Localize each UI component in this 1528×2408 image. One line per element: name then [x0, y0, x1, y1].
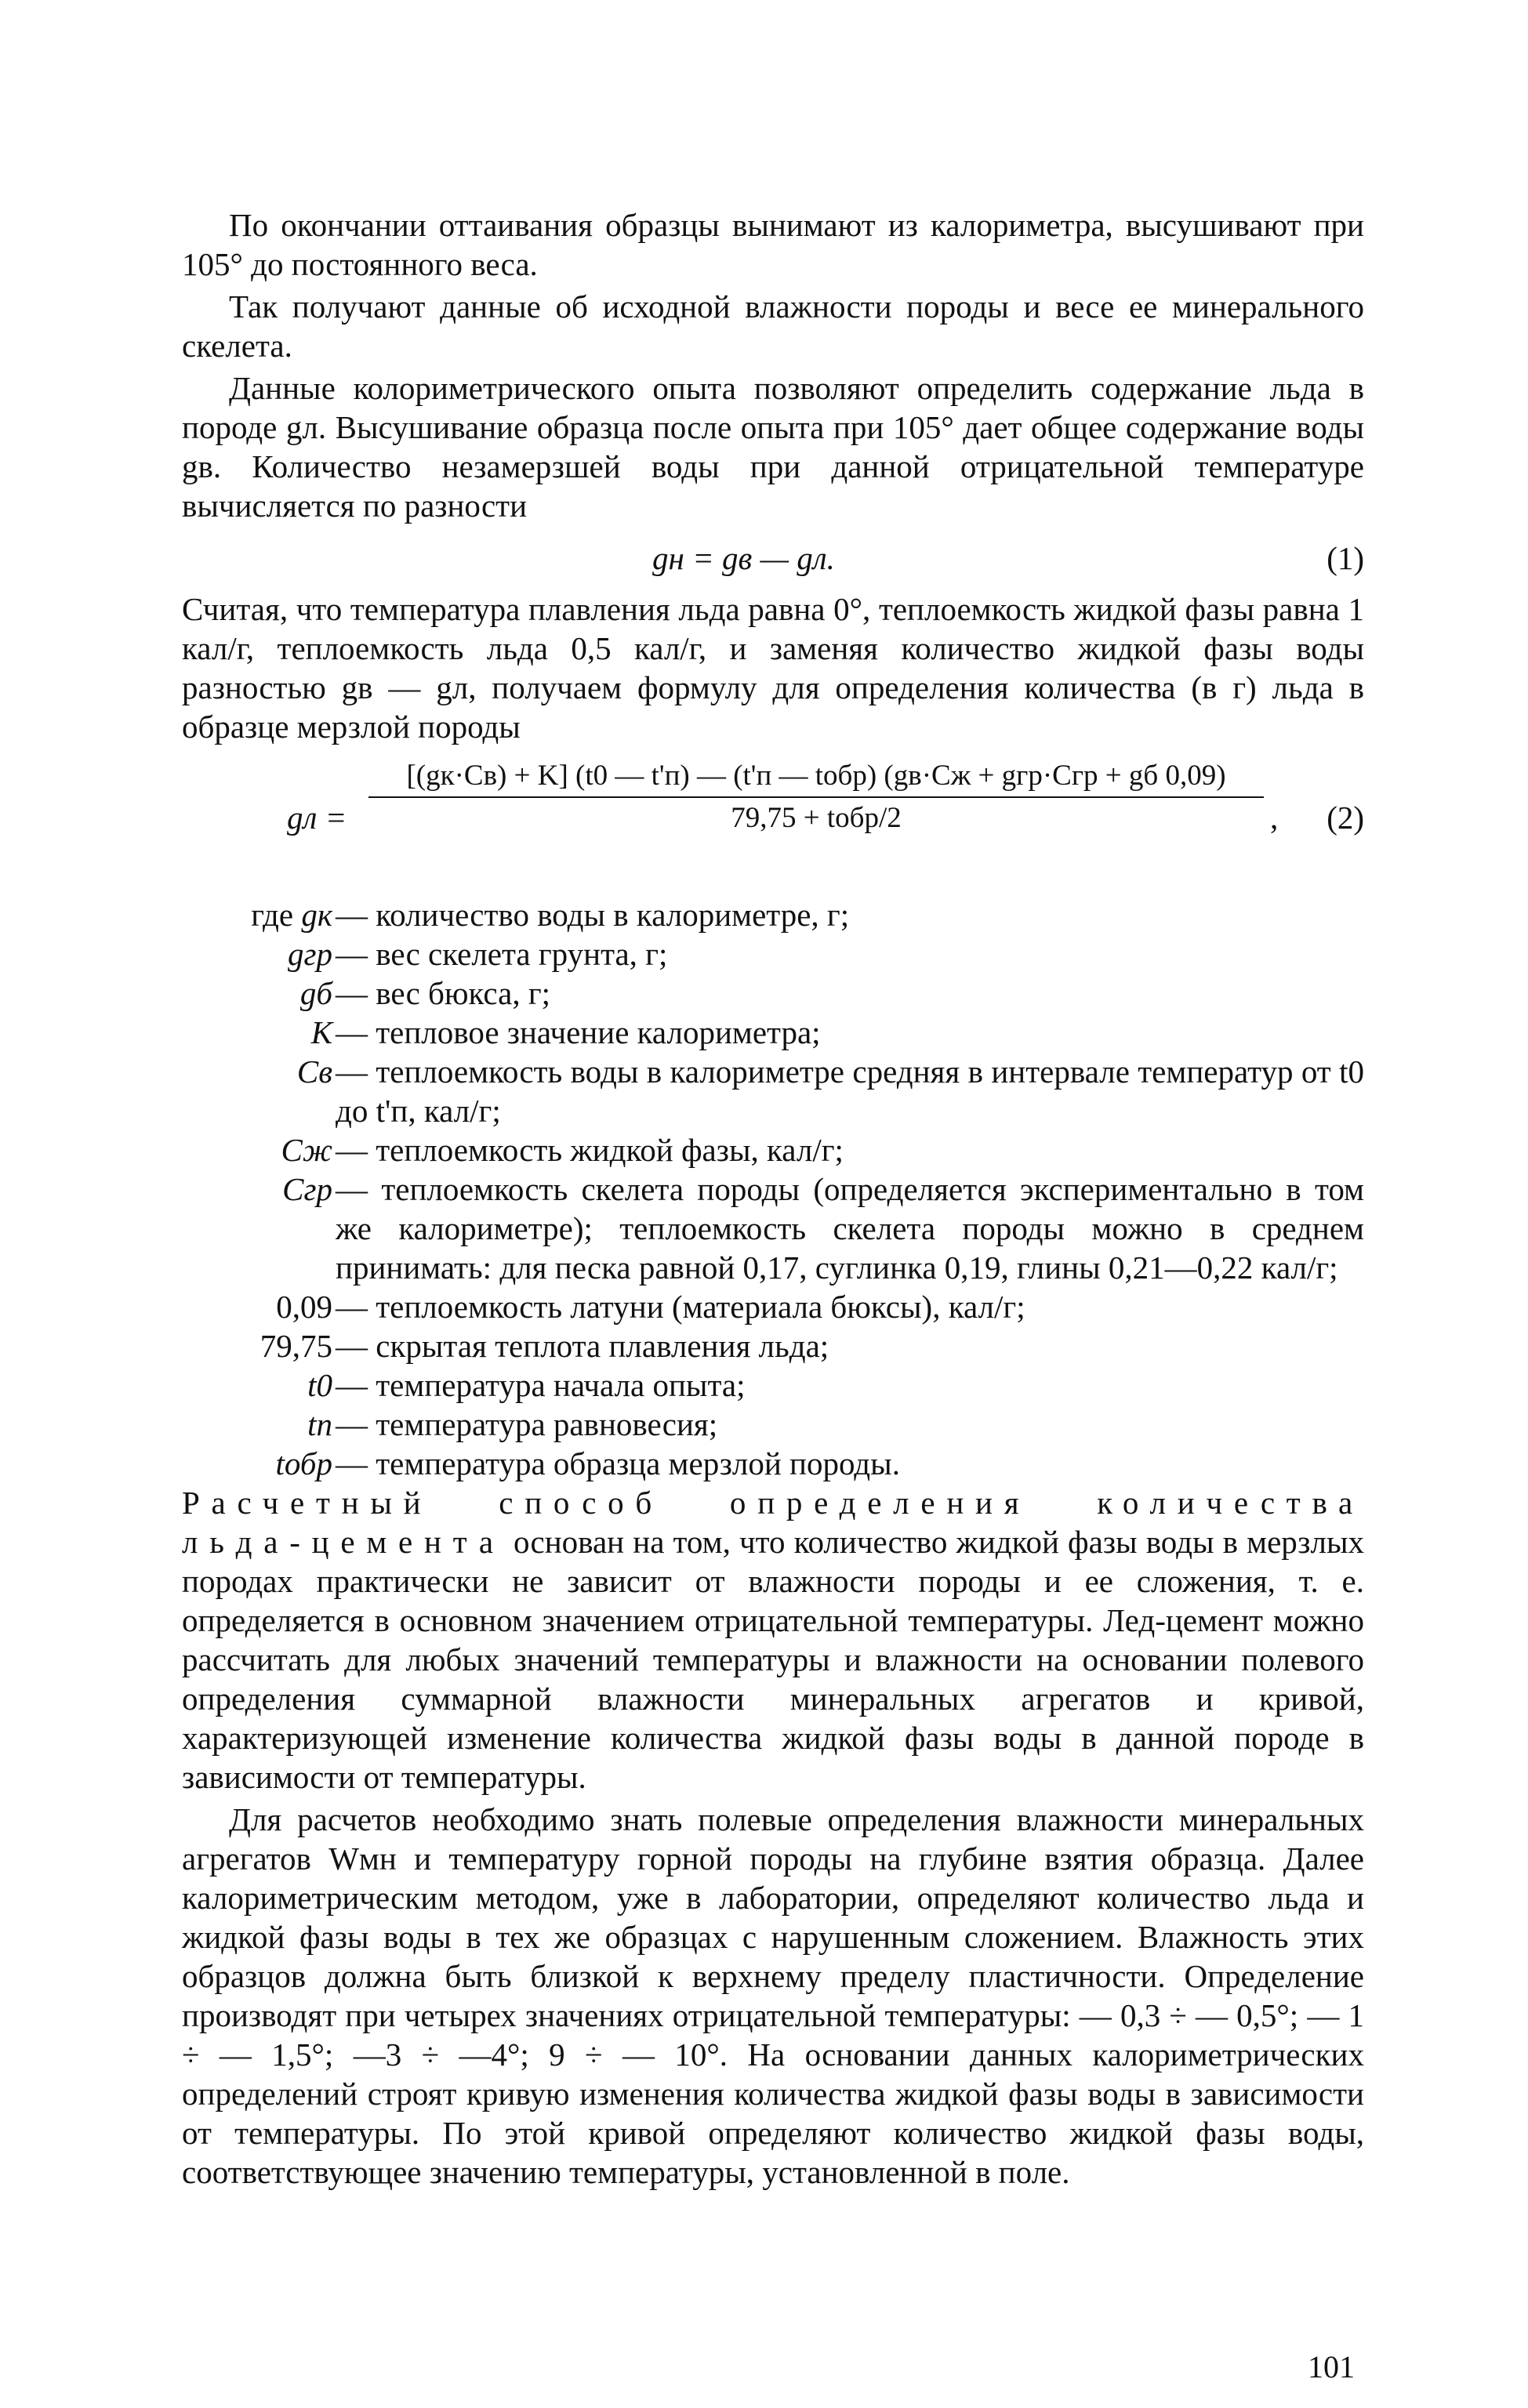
spaced-heading-text: Расчетный способ определения количества льда-цемента [182, 1485, 1364, 1560]
legend-symbol: Cв [296, 1054, 332, 1090]
legend-row [182, 1052, 1364, 1130]
legend-symbol: 79,75 [260, 1328, 332, 1364]
formula-2-numerator: [(gк·Cв) + K] (t0 — t'п) — (t'п — tобр) (gв·Cж + gгр·Cгр + gб 0,09) [406, 760, 1226, 792]
formula-2 [182, 757, 1364, 875]
document-page [182, 205, 1364, 2192]
variable-legend [182, 895, 1364, 1483]
formula-1-expression: gн = gв — gл. [652, 540, 835, 576]
paragraph-3: Данные колориметрического опыта позволяют определить содержание льда в породе gл. Высушивание образца после опыта при 105° дает общее содержание воды gв. Количество незамерзшей воды при данной отрицательной температуре вычисляется по разности [182, 370, 1364, 524]
legend-symbol: К [310, 1014, 332, 1050]
paragraph-6: Для расчетов необходимо знать полевые определения влажности минеральных агрегатов Wмн и температуру горной породы на глубине взятия образца. Далее калориметрическим методом, уже в лаборатории, определяют количество льда и жидкой фазы воды в тех же образцах с нарушенным сложением. Влажность этих образцов должна быть близкой к верхнему пределу пластичности. Определение производят при четырех значениях отрицательной температуры: — 0,3 ÷ — 0,5°; — 1 ÷ — 1,5°; —3 ÷ —4°; 9 ÷ — 10°. На основании данных калориметрических определений строят кривую изменения количества жидкой фазы воды в зависимости от температуры. По этой кривой определяют количество жидкой фазы воды, соответствующее значению температуры, установленной в поле. [182, 1801, 1364, 2190]
legend-symbol: tп [307, 1406, 332, 1442]
legend-intro: где [251, 897, 294, 933]
legend-row [182, 934, 1364, 974]
legend-symbol: gб [299, 975, 332, 1011]
legend-symbol: tобр [275, 1445, 332, 1481]
paragraph-1: По окончании оттаивания образцы вынимают из калориметра, высушивают при 105° до постоянного веса. [182, 207, 1364, 282]
formula-2-denominator: 79,75 + tобр/2 [731, 802, 902, 834]
legend-symbol: gгр [288, 936, 332, 972]
legend-description: — вес скелета грунта, г; [336, 936, 668, 972]
legend-row [182, 1405, 1364, 1444]
fraction-bar [368, 796, 1264, 798]
legend-row [182, 974, 1364, 1013]
legend-description: — теплоемкость воды в калориметре средняя в интервале температур от t0 до t'п, кал/г; [336, 1054, 1364, 1129]
legend-description: — температура равновесия; [336, 1406, 718, 1442]
paragraph-5-text: основан на том, что количество жидкой фазы воды в мерзлых породах практически не зависит от влажности породы и ее сложения, т. е. определяется в основном значением отрицательной температуры. Лед-цемент можно рассчитать для любых значений температуры и влажности на основании полевого определения суммарной влажности минеральных агрегатов и кривой, характеризующей изменение количества жидкой фазы воды в данной породе в зависимости от температуры. [182, 1524, 1365, 1795]
legend-symbol [182, 895, 332, 934]
paragraph-2: Так получают данные об исходной влажности породы и весе ее минерального скелета. [182, 288, 1364, 364]
legend-description: — теплоемкость жидкой фазы, кал/г; [336, 1132, 844, 1168]
legend-row [182, 1326, 1364, 1365]
formula-2-comma: , [1270, 800, 1279, 836]
formula-1-number: (1) [1327, 540, 1364, 576]
legend-description: — температура начала опыта; [336, 1367, 746, 1403]
paragraph-4: Считая, что температура плавления льда равна 0°, теплоемкость жидкой фазы равна 1 кал/г, теплоемкость льда 0,5 кал/г, и заменяя количество жидкой фазы воды разностью gв — gл, получаем формулу для определения количества (в г) льда в образце мерзлой породы [182, 591, 1364, 745]
legend-symbol: Cж [281, 1132, 332, 1168]
legend-description: — температура образца мерзлой породы. [336, 1445, 900, 1481]
legend-description: — вес бюкса, г; [336, 975, 551, 1011]
formula-2-lhs: gл = [287, 800, 347, 836]
legend-description: — тепловое значение калориметра; [336, 1014, 821, 1050]
legend-row [182, 1013, 1364, 1052]
formula-2-number: (2) [1327, 800, 1364, 836]
legend-row [182, 1130, 1364, 1170]
legend-row [182, 1444, 1364, 1483]
formula-2-fraction [368, 757, 1264, 837]
legend-symbol: Cгр [282, 1171, 332, 1207]
paragraph-5 [182, 1483, 1364, 1797]
legend-symbol-text: gк [301, 897, 332, 933]
legend-row [182, 895, 1364, 934]
legend-row [182, 1287, 1364, 1326]
legend-row [182, 1170, 1364, 1287]
legend-row [182, 1365, 1364, 1405]
legend-description: — теплоемкость латуни (материала бюксы), кал/г; [336, 1289, 1025, 1325]
legend-symbol: t0 [307, 1367, 332, 1403]
legend-description: — количество воды в калориметре, г; [336, 897, 850, 933]
formula-1 [182, 531, 1364, 585]
page-number: 101 [1308, 2349, 1355, 2384]
legend-description: — скрытая теплота плавления льда; [336, 1328, 829, 1364]
legend-description: — теплоемкость скелета породы (определяется экспериментально в том же калориметре); теплоемкость скелета породы можно в среднем принимать: для песка равной 0,17, суглинка 0,19, глины 0,21—0,22 кал/г; [336, 1171, 1364, 1286]
legend-symbol: 0,09 [276, 1289, 332, 1325]
